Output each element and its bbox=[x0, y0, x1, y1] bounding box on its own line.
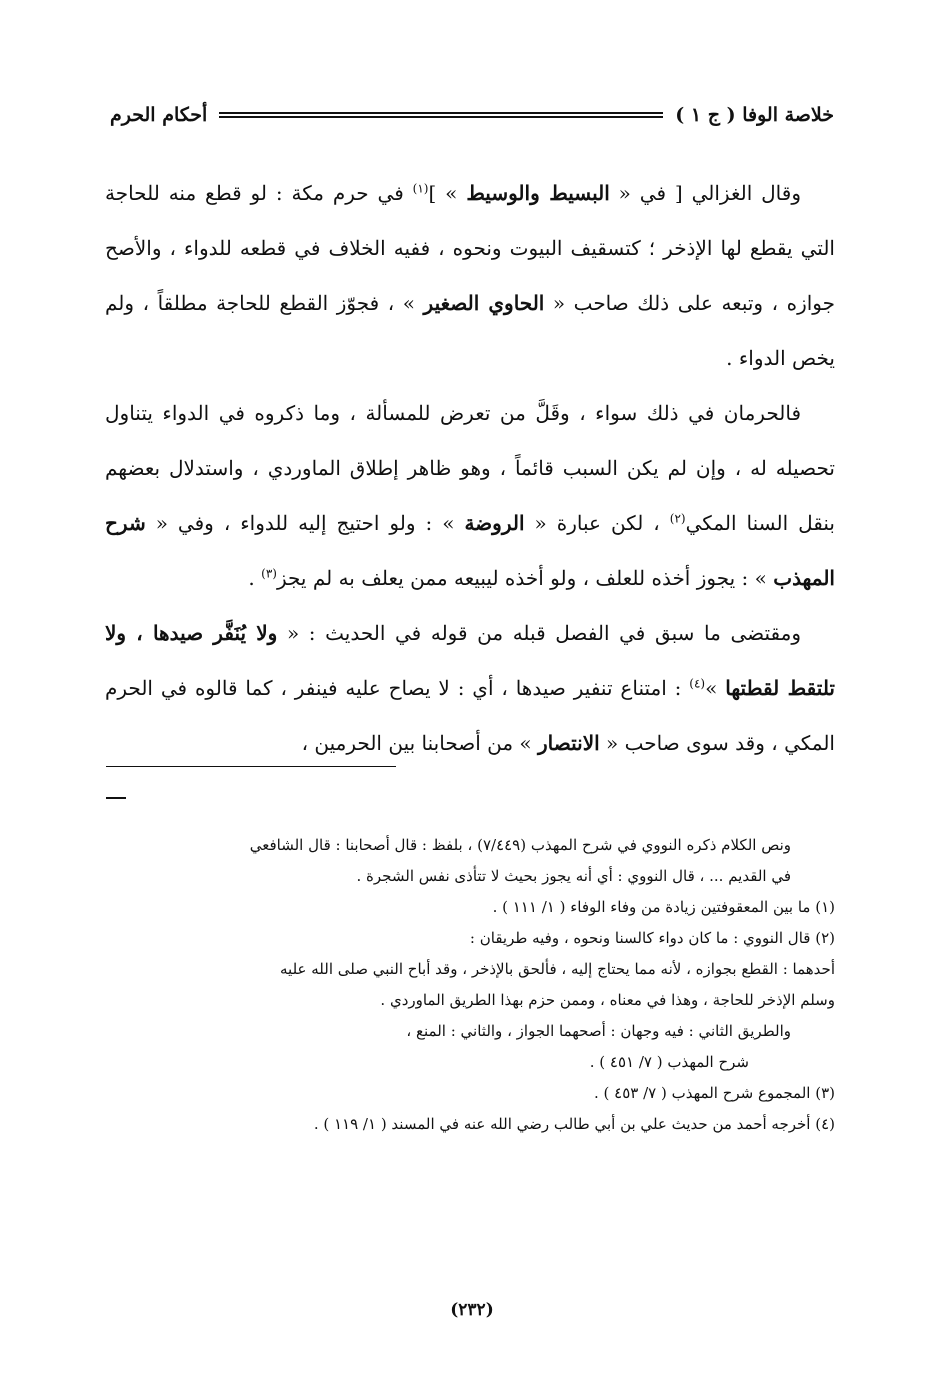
bold-term: الحاوي الصغير bbox=[423, 291, 545, 315]
text-run: ، لكن عبارة « bbox=[524, 511, 670, 535]
text-run: » ، فجوّز القطع للحاجة مطلقاً ، ولم يخص الدواء . bbox=[105, 291, 835, 370]
footnote-line: في القديم ... ، قال النووي : أي أنه يجوز بحيث لا تتأذى نفس الشجرة . bbox=[356, 867, 791, 885]
text-run: . bbox=[248, 566, 262, 590]
text-run: وقال الغزالي [ في « bbox=[609, 181, 801, 205]
footnote-separator bbox=[106, 766, 396, 767]
footnote-continuation-mark bbox=[106, 797, 126, 799]
footnote-line: (٣) المجموع شرح المهذب ( ٧/ ٤٥٣ ) . bbox=[594, 1084, 835, 1102]
footnote-line: (١) ما بين المعقوفتين زيادة من وفاء الوفاء ( ١/ ١١١ ) . bbox=[492, 898, 835, 916]
main-text bbox=[105, 166, 835, 771]
bold-term: الانتصار bbox=[538, 731, 600, 755]
bold-term: ولا يُنَفَّر صيدها ، ولا تلتقط لقطتها bbox=[105, 621, 836, 700]
text-run: » : ولو احتيج إليه للدواء ، وفي « bbox=[145, 511, 465, 535]
footnote-ref[interactable]: (٣) bbox=[261, 566, 277, 581]
footnote-ref[interactable]: (٤) bbox=[689, 676, 706, 691]
footnote-line: شرح المهذب ( ٧/ ٤٥١ ) . bbox=[589, 1053, 749, 1071]
paragraph bbox=[105, 166, 835, 386]
footnote-line: وسلم الإذخر للحاجة ، وهذا في معناه ، وممن حزم بهذا الطريق الماوردي . bbox=[380, 991, 835, 1009]
page-number: (٢٣٢) bbox=[450, 1300, 494, 1320]
text-run: » : يجوز أخذه للعلف ، ولو أخذه ليبيعه ممن يعلف به لم يجز bbox=[276, 566, 774, 590]
text-run: » من أصحابنا بين الحرمين ، bbox=[301, 731, 539, 755]
footnote-line: والطريق الثاني : فيه وجهان : أصحهما الجواز ، والثاني : المنع ، bbox=[406, 1022, 791, 1040]
bold-term: البسيط والوسيط bbox=[466, 181, 610, 205]
text-run: ومقتضى ما سبق في الفصل قبله من قوله في الحديث : « bbox=[277, 621, 801, 645]
footnote-ref[interactable]: (١) bbox=[412, 181, 429, 196]
footnote-line: (٤) أخرجه أحمد من حديث علي بن أبي طالب رضي الله عنه في المسند ( ١/ ١١٩ ) . bbox=[313, 1115, 835, 1133]
header-book-title: خلاصة الوفا ( ج ١ ) bbox=[675, 104, 834, 126]
bold-term: الروضة bbox=[464, 511, 525, 535]
footnote-ref[interactable]: (٢) bbox=[669, 511, 686, 526]
footnote-line: ونص الكلام ذكره النووي في شرح المهذب (٧/٤٤٩) ، بلفظ : قال أصحابنا : قال الشافعي bbox=[249, 836, 791, 854]
header-rule bbox=[219, 112, 663, 118]
header-chapter-title: أحكام الحرم bbox=[110, 104, 208, 126]
footnote-line: (٢) قال النووي : ما كان دواء كالسنا ونحوه ، وفيه طريقان : bbox=[469, 929, 835, 947]
footnotes bbox=[105, 830, 835, 1140]
text-run: فالحرمان في ذلك سواء ، وقَلَّ من تعرض للمسألة ، وما ذكروه في الدواء يتناول تحصيله له ، وإن لم يكن السبب قائماً ، وهو ظاهر إطلاق الماوردي ، واستدلال بعضهم بنقل السنا المكي bbox=[105, 401, 836, 535]
text-run: في حرم مكة : لو قطع منه للحاجة التي يقطع لها الإذخر ؛ كتسقيف البيوت ونحوه ، ففيه الخلاف في قطعه للدواء ، والأصح جوازه ، وتبعه على ذلك صاحب « bbox=[105, 181, 835, 315]
text-run: » bbox=[705, 676, 726, 700]
text-run: » ] bbox=[428, 181, 467, 205]
paragraph bbox=[105, 606, 835, 771]
bold-term: شرح المهذب bbox=[105, 511, 835, 590]
footnote-line: أحدهما : القطع بجوازه ، لأنه مما يحتاج إليه ، فألحق بالإذخر ، وقد أباح النبي صلى الله عليه bbox=[280, 960, 835, 978]
running-header bbox=[110, 100, 834, 130]
paragraph bbox=[105, 386, 835, 606]
text-run: : امتناع تنفير صيدها ، أي : لا يصاح عليه فينفر ، كما قالوه في الحرم المكي ، وقد سوى صاحب « bbox=[105, 676, 835, 755]
